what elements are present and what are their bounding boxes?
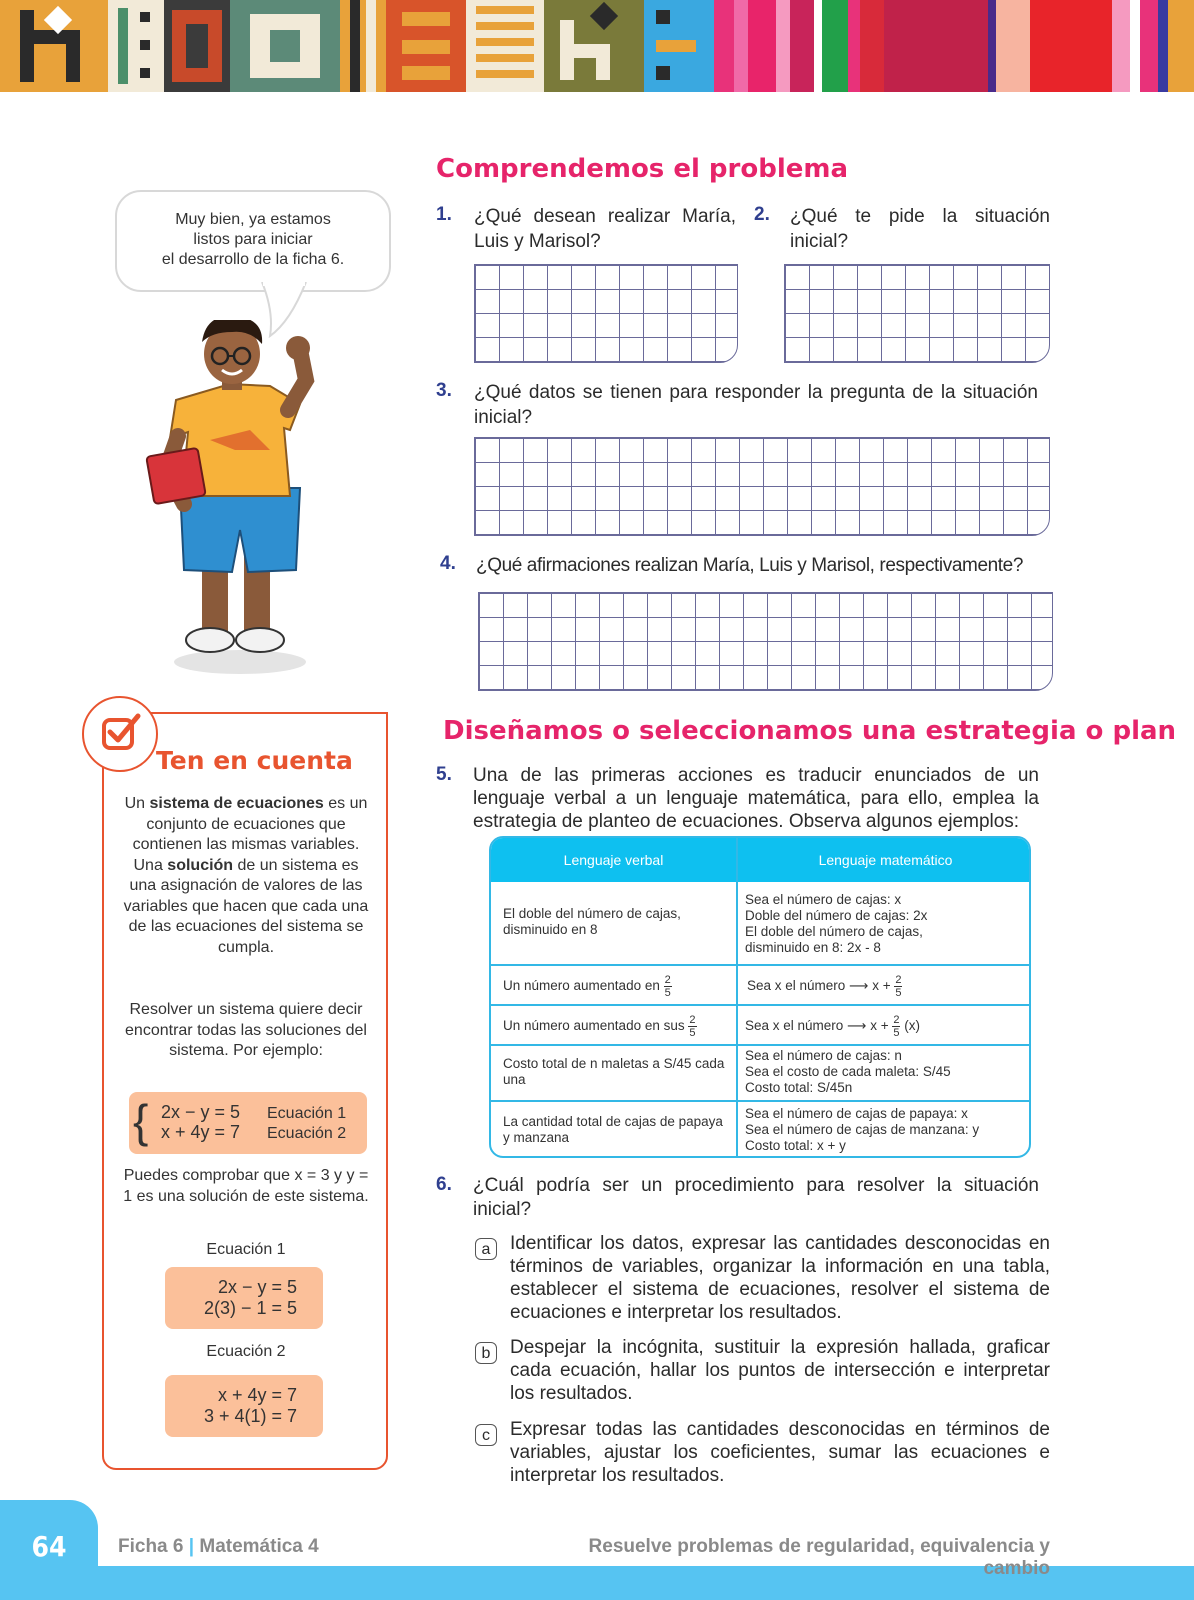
option-c-radio[interactable]: c — [475, 1424, 497, 1446]
arrow-right-icon: ⟶ — [847, 1018, 867, 1034]
question-text-4: ¿Qué afirmaciones realizan María, Luis y Marisol, respectivamente? — [476, 555, 1023, 576]
table-row-divider — [491, 964, 1029, 966]
bubble-line-2: listos para iniciar — [193, 231, 313, 248]
check1-box — [165, 1267, 323, 1329]
check1-label: Ecuación 1 — [206, 1241, 286, 1258]
brace-icon: { — [133, 1095, 149, 1147]
table-cell-line: Sea el número de cajas: n — [745, 1048, 902, 1063]
table-cell-r1-math — [745, 892, 1025, 956]
table-cell-line: Sea el costo de cada maleta: S/45 — [745, 1064, 951, 1079]
table-cell-r4-math — [745, 1048, 1025, 1096]
fraction: $\frac{2}{5}$ — [689, 1014, 696, 1039]
decorative-banner — [0, 0, 1194, 92]
tip-title: Ten en cuenta — [156, 746, 353, 775]
answer-grid-4[interactable] — [478, 592, 1053, 691]
question-number-5: 5. — [436, 764, 452, 785]
question-number-3: 3. — [436, 380, 452, 401]
question-text-1: ¿Qué desean realizar María, Luis y Marisol? — [474, 206, 736, 252]
footer-separator: | — [188, 1536, 195, 1557]
check1-lines: 2x − y = 5 2(3) − 1 = 5 — [203, 1277, 297, 1318]
equation-system-box — [129, 1092, 367, 1154]
tip-badge — [82, 696, 158, 772]
arrow-right-icon: ⟶ — [849, 978, 869, 994]
option-b-text: Despejar la incógnita, sustituir la expresión hallada, graficar cada ecuación, hallar los puntos de intersección e interpretar los resultados. — [510, 1337, 1050, 1404]
fraction: $\frac{2}{5}$ — [895, 974, 902, 999]
option-a-radio[interactable]: a — [475, 1238, 497, 1260]
answer-grid-2[interactable] — [784, 264, 1050, 363]
table-cell-r3-verbal — [503, 1014, 735, 1039]
table-cell-text: Un número aumentado en — [503, 978, 660, 994]
table-cell-line: disminuido en 8: 2x - 8 — [745, 940, 881, 955]
question-text-6: ¿Cuál podría ser un procedimiento para resolver la situación inicial? — [473, 1175, 1039, 1220]
system-labels: Ecuación 1 Ecuación 2 — [267, 1105, 347, 1142]
table-cell-r2-verbal — [503, 974, 733, 999]
fraction: $\frac{2}{5}$ — [893, 1014, 900, 1039]
footer-ficha: Ficha 6 — [118, 1536, 184, 1557]
check2-lines: x + 4y = 7 3 + 4(1) = 7 — [203, 1385, 297, 1426]
option-a-text: Identificar los datos, expresar las cantidades desconocidas en términos de variables, organizar la información en una tabla, establecer el sistema de ecuaciones, resolver el sistema de ecuaciones e interpretar los resultados. — [510, 1233, 1050, 1323]
table-cell-r2-math — [747, 974, 1027, 999]
speech-bubble — [115, 190, 391, 292]
footer-left — [118, 1536, 319, 1558]
question-text-5: Una de las primeras acciones es traducir enunciados de un lenguaje verbal a un lenguaje matemática, para ello, emplea la estrategia de planteo de ecuaciones. Observa algunos ejemplos: — [473, 765, 1039, 832]
answer-grid-1[interactable] — [474, 264, 738, 363]
question-text-3: ¿Qué datos se tienen para responder la pregunta de la situación inicial? — [474, 382, 1038, 428]
option-c-text: Expresar todas las cantidades desconocidas en términos de variables, ajustar los coeficientes, sumar las ecuaciones e interpretar los resultados. — [510, 1419, 1050, 1486]
student-character-icon — [140, 320, 340, 680]
bubble-line-1: Muy bien, ya estamos — [175, 211, 331, 228]
footer-competency: Resuelve problemas de regularidad, equivalencia y cambio — [588, 1536, 1050, 1579]
table-cell-tail: (x) — [904, 1018, 920, 1034]
check2-label: Ecuación 2 — [206, 1343, 286, 1360]
woven-pattern-icon — [0, 0, 1194, 92]
table-row-divider — [491, 1004, 1029, 1006]
table-cell-text: Sea x el número — [747, 978, 846, 994]
table-cell-line: Sea el número de cajas de papaya: x — [745, 1106, 968, 1121]
question-number-4: 4. — [440, 553, 456, 574]
table-row-divider — [491, 1100, 1029, 1102]
question-number-2: 2. — [754, 204, 770, 225]
table-cell-line: Doble del número de cajas: 2x — [745, 908, 928, 923]
tip-paragraph-1: Un sistema de ecuaciones es un conjunto de ecuaciones que contienen las mismas variables. Una solución de un sistema es una asignación de valores de las variables que hacen que cada una de las ecuaciones del sistema se cumpla. — [123, 795, 369, 956]
answer-grid-3[interactable] — [474, 437, 1050, 536]
tip-paragraph-4: Puedes comprobar que x = 3 y y = 1 es una solución de este sistema. — [123, 1167, 369, 1205]
table-cell-line: Sea el número de cajas: x — [745, 892, 902, 907]
table-cell-r5-math — [745, 1106, 1025, 1154]
section-title-disenamos: Diseñamos o seleccionamos una estrategia o plan — [443, 716, 1177, 746]
page-number: 64 — [31, 1530, 67, 1563]
table-cell-text: Un número aumentado en sus — [503, 1018, 685, 1034]
table-cell-expr: x + — [870, 1018, 889, 1034]
bubble-line-3: el desarrollo de la ficha 6. — [161, 251, 345, 268]
table-row-divider — [491, 1044, 1029, 1046]
table-cell-r3-math — [745, 1014, 1027, 1039]
tip-paragraph-3: Resolver un sistema quiere decir encontrar todas las soluciones del sistema. Por ejemplo: — [125, 1001, 367, 1059]
question-text-2: ¿Qué te pide la situación inicial? — [790, 206, 1050, 252]
table-header-matematico: Lenguaje matemático — [738, 838, 1031, 882]
question-number-1: 1. — [436, 204, 452, 225]
table-cell-text: Sea x el número — [745, 1018, 844, 1034]
table-cell-r1-verbal: El doble del número de cajas, disminuido en 8 — [503, 906, 681, 937]
footer-subject: Matemática 4 — [199, 1536, 319, 1557]
table-cell-r5-verbal: La cantidad total de cajas de papaya y manzana — [503, 1114, 723, 1145]
question-number-6: 6. — [436, 1174, 452, 1195]
table-cell-r4-verbal: Costo total de n maletas a S/45 cada una — [503, 1056, 725, 1087]
table-cell-line: Sea el número de cajas de manzana: y — [745, 1122, 980, 1137]
table-cell-line: Costo total: S/45n — [745, 1080, 853, 1095]
table-cell-line: Costo total: x + y — [745, 1138, 846, 1153]
check2-box — [165, 1375, 323, 1437]
table-cell-line: El doble del número de cajas, — [745, 924, 923, 939]
checkbox-check-icon — [84, 698, 156, 770]
table-header-verbal: Lenguaje verbal — [491, 838, 736, 882]
table-cell-expr: x + — [872, 978, 891, 994]
system-equations: 2x − y = 5 x + 4y = 7 — [161, 1102, 241, 1142]
fraction: $\frac{2}{5}$ — [664, 974, 671, 999]
option-b-radio[interactable]: b — [475, 1342, 497, 1364]
section-title-comprendemos: Comprendemos el problema — [436, 154, 849, 184]
table-column-divider — [736, 838, 738, 1156]
language-translation-table — [489, 836, 1031, 1158]
